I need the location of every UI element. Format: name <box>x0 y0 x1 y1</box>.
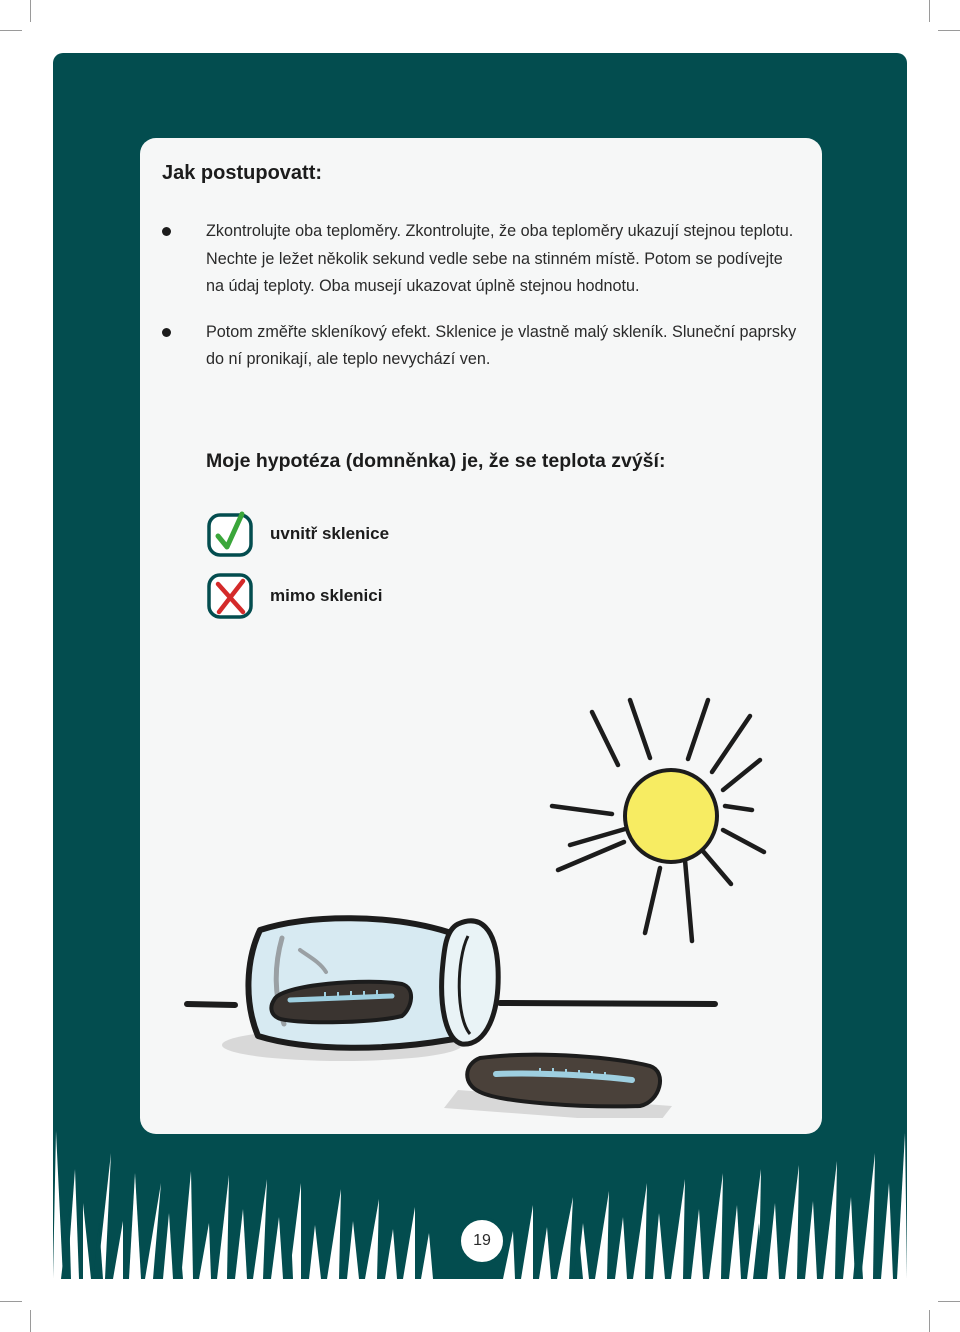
crop-mark <box>0 30 22 31</box>
option-inside-jar[interactable] <box>206 510 389 558</box>
procedure-list <box>162 218 802 392</box>
list-item-text: Potom změřte skleníkový efekt. Sklenice je vlastně malý skleník. Sluneční paprsky do ní pronikají, ale teplo nevychází ven. <box>206 322 797 368</box>
crop-mark <box>929 0 930 22</box>
greenhouse-illustration <box>140 678 822 1118</box>
crop-mark <box>30 0 31 22</box>
thermometer-icon <box>271 982 411 1023</box>
crop-mark <box>938 1301 960 1302</box>
sun-icon <box>552 700 764 941</box>
list-item <box>162 218 802 301</box>
page-number: 19 <box>458 1217 506 1265</box>
glass-jar <box>248 918 498 1048</box>
bullet-icon <box>162 227 171 236</box>
crop-mark <box>0 1301 22 1302</box>
option-label: uvnitř sklenice <box>270 524 390 543</box>
thermometer-icon <box>444 1055 672 1118</box>
cross-icon[interactable] <box>206 572 254 620</box>
option-label: mimo sklenici <box>270 586 383 605</box>
list-item-text: Zkontrolujte oba teploměry. Zkontrolujte, že oba teploměry ukazují stejnou teplotu. Nechte je ležet několik sekund vedle sebe na stinném místě. Potom se podívejte na údaj teploty. Oba musejí ukazovat úplně stejnou hodnotu. <box>206 222 794 295</box>
procedure-heading: Jak postupovatt: <box>162 162 323 184</box>
crop-mark <box>938 30 960 31</box>
hypothesis-text: Moje hypotéza (domněnka) je, že se teplota zvýší: <box>206 450 666 472</box>
option-outside-jar[interactable] <box>206 572 382 620</box>
content-card <box>140 138 822 1134</box>
page-panel <box>53 53 907 1279</box>
crop-mark <box>30 1310 31 1332</box>
bullet-icon <box>162 328 171 337</box>
crop-mark <box>929 1310 930 1332</box>
list-item <box>162 319 802 374</box>
checkmark-icon[interactable] <box>206 510 254 558</box>
